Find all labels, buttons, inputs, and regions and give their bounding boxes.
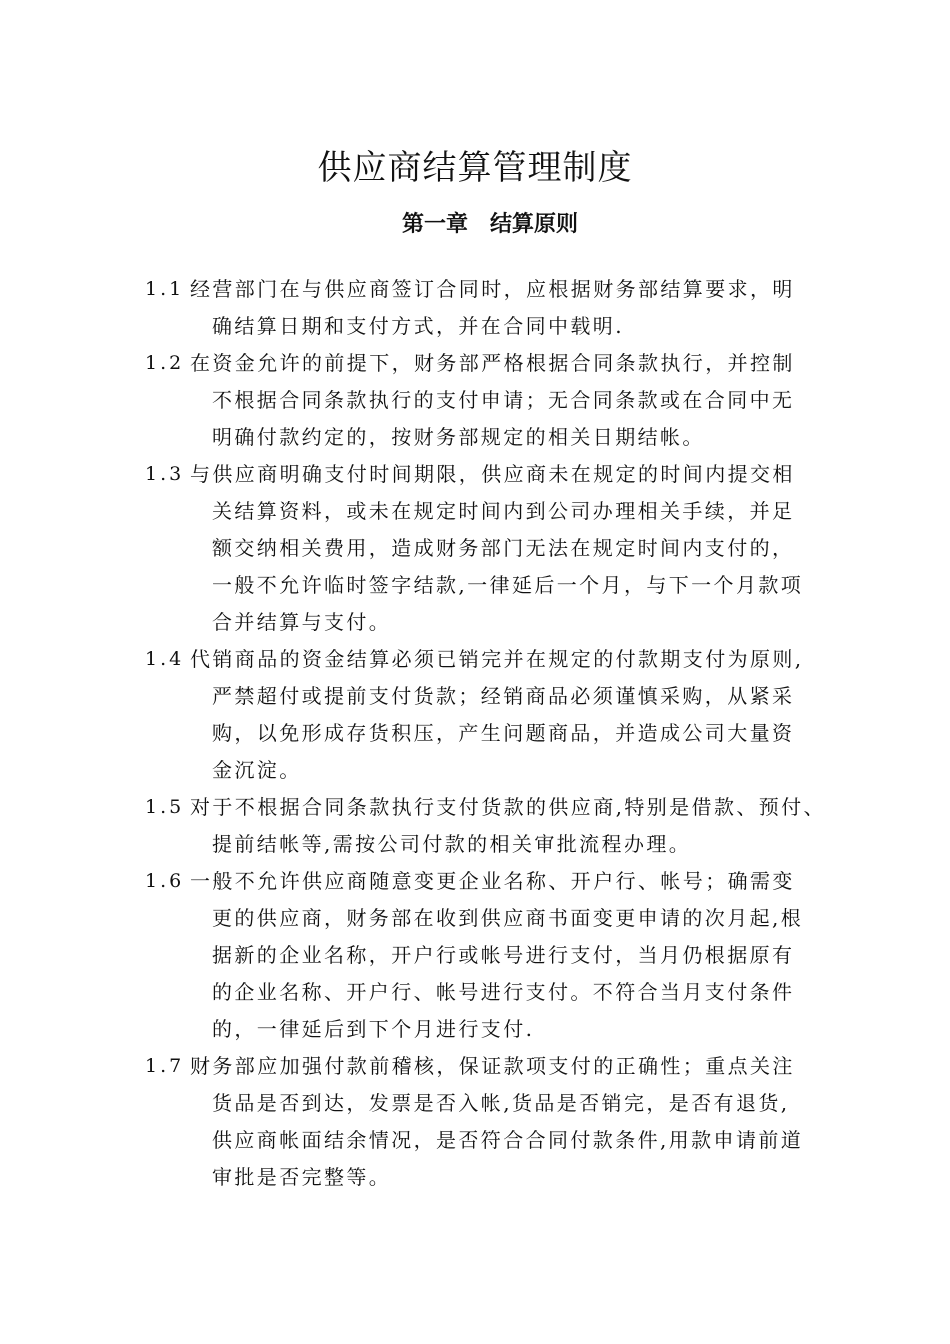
clause-line: 的，一律延后到下个月进行支付. — [212, 1017, 535, 1041]
clause-line: 额交纳相关费用，造成财务部门无法在规定时间内支付的， — [212, 536, 795, 560]
clause-line: 据新的企业名称，开户行或帐号进行支付，当月仍根据原有 — [212, 943, 795, 967]
clause-line: 经营部门在与供应商签订合同时，应根据财务部结算要求，明 — [190, 277, 795, 301]
clause-line: 审批是否完整等。 — [212, 1165, 392, 1189]
clause-line: 财务部应加强付款前稽核，保证款项支付的正确性；重点关注 — [190, 1054, 795, 1078]
clause-line: 明确付款约定的，按财务部规定的相关日期结帐。 — [212, 425, 705, 449]
clause-number: 1.1 — [145, 278, 185, 300]
clause-number: 1.2 — [145, 352, 185, 374]
clause-number: 1.3 — [145, 463, 185, 485]
clause-line: 货品是否到达，发票是否入帐,货品是否销完，是否有退货, — [212, 1091, 790, 1115]
clause-line: 合并结算与支付。 — [212, 610, 392, 634]
clause-line: 在资金允许的前提下，财务部严格根据合同条款执行，并控制 — [190, 351, 795, 375]
clause-line: 提前结帐等,需按公司付款的相关审批流程办理。 — [212, 832, 692, 856]
clause-line: 与供应商明确支付时间期限，供应商未在规定的时间内提交相 — [190, 462, 795, 486]
clause-line: 的企业名称、开户行、帐号进行支付。不符合当月支付条件 — [212, 980, 795, 1004]
clause-number: 1.4 — [145, 648, 185, 670]
clause-line: 关结算资料，或未在规定时间内到公司办理相关手续，并足 — [212, 499, 795, 523]
chapter-heading: 第一章 结算原则 — [401, 212, 578, 237]
clause-line: 一般不允许临时签字结款,一律延后一个月，与下一个月款项 — [212, 573, 804, 597]
clause-line: 对于不根据合同条款执行支付货款的供应商,特别是借款、预付、 — [190, 795, 826, 819]
clause-line: 一般不允许供应商随意变更企业名称、开户行、帐号；确需变 — [190, 869, 795, 893]
clause-number: 1.7 — [145, 1055, 185, 1077]
clause-line: 购，以免形成存货积压，产生问题商品，并造成公司大量资 — [212, 721, 795, 745]
clause-line: 严禁超付或提前支付货款；经销商品必须谨慎采购，从紧采 — [212, 684, 795, 708]
clause-line: 代销商品的资金结算必须已销完并在规定的付款期支付为原则, — [190, 647, 804, 671]
clause-number: 1.5 — [145, 796, 185, 818]
clause-number: 1.6 — [145, 870, 185, 892]
clause-line: 供应商帐面结余情况，是否符合合同付款条件,用款申请前道 — [212, 1128, 804, 1152]
clause-line: 确结算日期和支付方式，并在合同中载明. — [212, 314, 624, 338]
clause-line: 金沉淀。 — [212, 758, 302, 782]
clause-line: 更的供应商，财务部在收到供应商书面变更申请的次月起,根 — [212, 906, 804, 930]
clause-line: 不根据合同条款执行的支付申请；无合同条款或在合同中无 — [212, 388, 795, 412]
document-title: 供应商结算管理制度 — [317, 148, 633, 188]
